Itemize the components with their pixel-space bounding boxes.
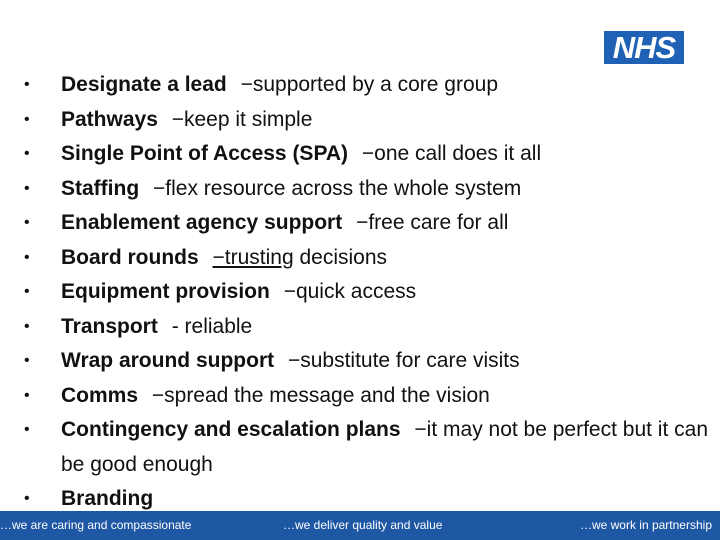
bullet-title: Contingency and escalation plans bbox=[61, 418, 401, 441]
bullet-dot-icon: • bbox=[24, 386, 30, 404]
bullet-dot-icon: • bbox=[24, 110, 30, 128]
bullet-list bbox=[22, 68, 712, 517]
bullet-dot-icon: • bbox=[24, 490, 30, 507]
bullet-description: −supported by a core group bbox=[240, 73, 499, 96]
footer-value-quality: …we deliver quality and value bbox=[283, 518, 443, 532]
bullet-title: Enablement agency support bbox=[61, 211, 343, 234]
bullet-title: Wrap around support bbox=[61, 349, 275, 372]
bullet-dot-icon: • bbox=[24, 421, 30, 438]
bullet-item bbox=[22, 103, 712, 138]
bullet-item bbox=[22, 344, 712, 379]
bullet-title: Designate a lead bbox=[61, 73, 227, 96]
bullet-title: Single Point of Access (SPA) bbox=[61, 142, 349, 165]
footer-bar bbox=[0, 511, 720, 540]
bullet-description: −quick access bbox=[283, 280, 417, 303]
bullet-description: decisions bbox=[293, 245, 388, 269]
bullet-title: Equipment provision bbox=[61, 280, 270, 303]
bullet-dot-icon: • bbox=[24, 145, 30, 162]
nhs-logo bbox=[604, 31, 684, 64]
footer-value-partnership: …we work in partnership bbox=[579, 518, 712, 532]
bullet-dot-icon: • bbox=[24, 352, 30, 369]
bullet-title: Branding bbox=[61, 487, 154, 510]
bullet-dot-icon: • bbox=[24, 214, 30, 231]
bullet-title: Pathways bbox=[61, 107, 158, 131]
bullet-dot-icon: • bbox=[24, 248, 30, 266]
bullet-item bbox=[22, 68, 712, 103]
bullet-item bbox=[22, 310, 712, 345]
bullet-title: Comms bbox=[61, 383, 139, 407]
bullet-item bbox=[22, 379, 712, 414]
bullet-item bbox=[22, 137, 712, 172]
bullet-dot-icon: • bbox=[24, 179, 30, 197]
bullet-dot-icon: • bbox=[24, 317, 30, 335]
bullet-description: −it may not be perfect but it can be good enough bbox=[61, 418, 709, 476]
bullet-item bbox=[22, 206, 712, 241]
bullet-description: −substitute for care visits bbox=[287, 349, 520, 372]
bullet-description: −free care for all bbox=[356, 211, 509, 234]
bullet-item bbox=[22, 413, 712, 482]
bullet-item bbox=[22, 241, 712, 276]
bullet-description: −spread the message and the vision bbox=[151, 383, 490, 407]
bullet-dot-icon: • bbox=[24, 283, 30, 300]
nhs-logo-text: NHS bbox=[612, 30, 676, 65]
bullet-description: −one call does it all bbox=[361, 142, 542, 165]
footer-value-caring: …we are caring and compassionate bbox=[0, 518, 192, 532]
bullet-description: - reliable bbox=[171, 314, 253, 338]
bullet-title: Staffing bbox=[61, 176, 140, 200]
bullet-item bbox=[22, 172, 712, 207]
bullet-item bbox=[22, 275, 712, 310]
bullet-dot-icon: • bbox=[24, 76, 30, 93]
bullet-description-underlined: −trusting bbox=[212, 245, 294, 269]
bullet-description: −flex resource across the whole system bbox=[153, 176, 522, 200]
bullet-description: −keep it simple bbox=[171, 107, 313, 131]
bullet-title: Transport bbox=[61, 314, 158, 338]
bullet-title: Board rounds bbox=[61, 245, 199, 269]
